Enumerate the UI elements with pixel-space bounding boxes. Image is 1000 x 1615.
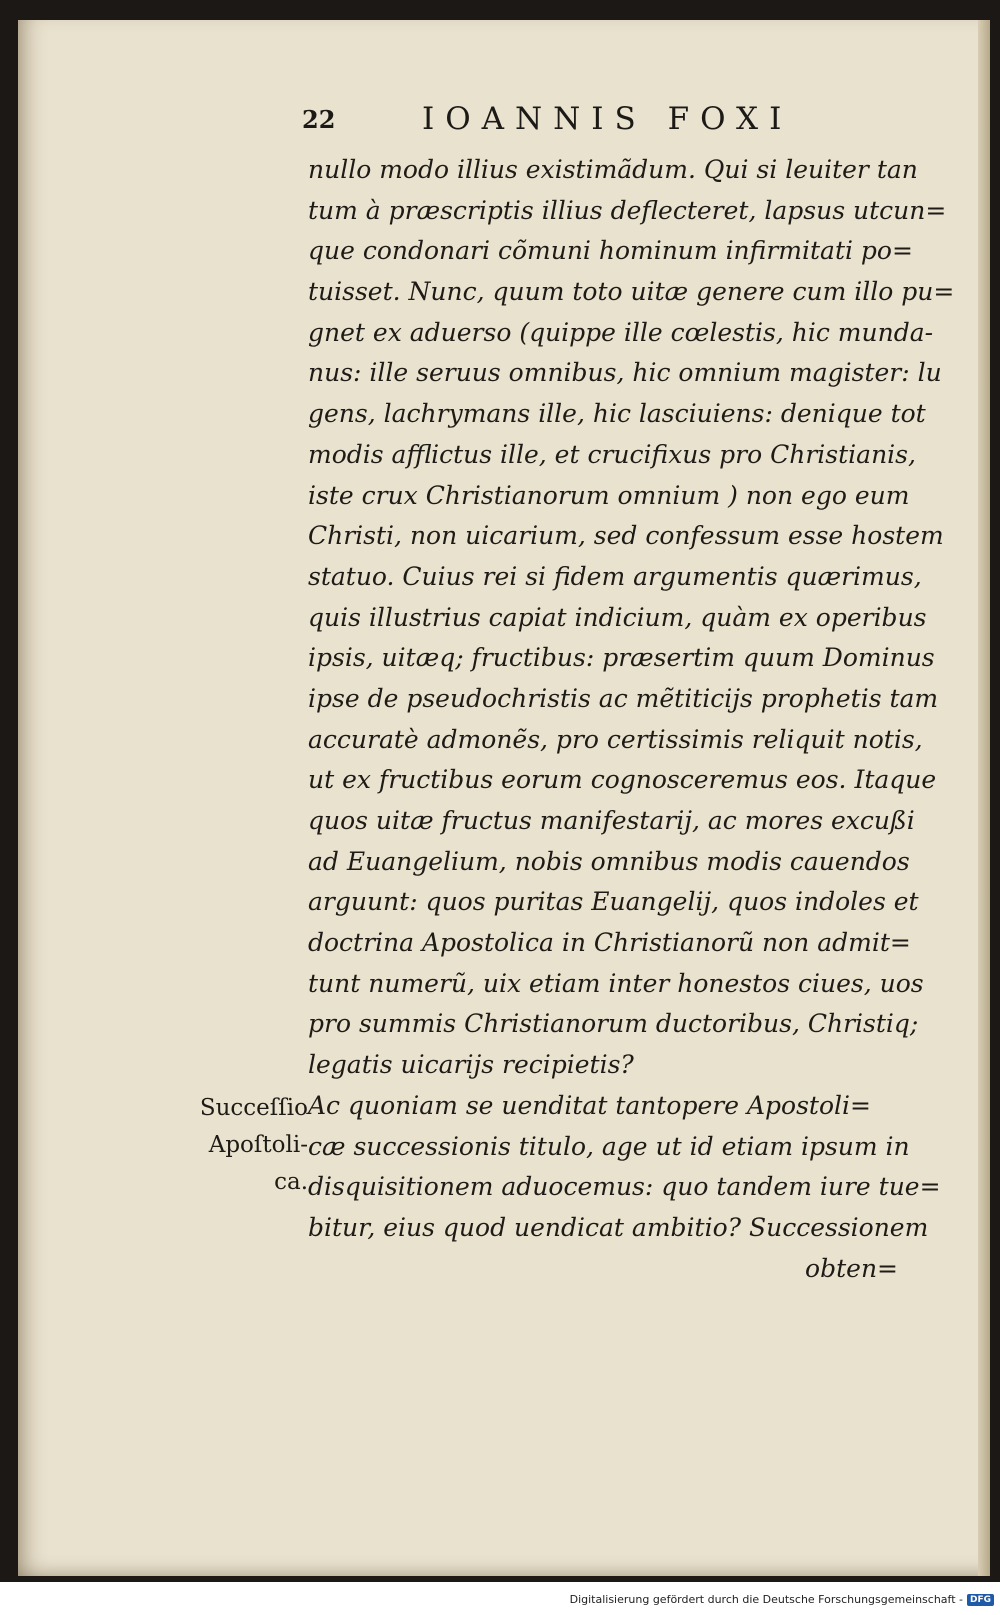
text-line: accuratè admonẽs, pro certissimis reliquit notis, [308,724,923,754]
text-line: pro summis Christianorum ductoribus, Christiq; [308,1009,919,1039]
marginal-line: Succeſſio [199,1095,308,1121]
text-line: Christi, non uicarium, sed confessum esse hostem [308,521,944,551]
text-line: que condonari cõmuni hominum infirmitati po= [308,236,913,266]
text-line: arguunt: quos puritas Euangelij, quos indoles et [308,887,919,917]
text-line: nullo modo illius existimãdum. Qui si leuiter tan [308,155,918,184]
text-line: doctrina Apostolica in Christianorũ non admit= [308,928,911,958]
digitization-credit [570,1593,994,1606]
text-line: bitur, eius quod uendicat ambitio? Successionem [308,1212,929,1242]
running-head [302,101,822,145]
text-line: ut ex fructibus eorum cognosceremus eos. Itaque [308,765,937,795]
page-edge [978,20,990,1576]
text-line: ad Euangelium, nobis omnibus modis cauendos [308,846,910,876]
marginal-note [178,1090,308,1201]
text-line: ipse de pseudochristis ac mẽtiticijs prophetis tam [308,683,939,713]
text-line: legatis uicarijs recipietis? [308,1050,634,1080]
text-line: ipsis, uitæq; fructibus: præsertim quum Dominus [308,643,935,673]
body-text [308,150,955,1289]
text-line: Ac quoniam se uenditat tantopere Apostoli= [308,1090,871,1120]
text-line: iste crux Christianorum omnium ) non ego eum [308,480,910,510]
dfg-logo-icon: DFG [967,1594,994,1606]
catchword: obten= [805,1253,898,1283]
text-line: gnet ex aduerso (quippe ille cœlestis, hic munda- [308,317,934,347]
text-line: statuo. Cuius rei si fidem argumentis quærimus, [308,561,922,591]
text-line: gens, lachrymans ille, hic lasciuiens: denique tot [308,399,926,429]
text-line: cæ successionis titulo, age ut id etiam ipsum in [308,1131,910,1161]
text-line: tum à præscriptis illius deflecteret, lapsus utcun= [308,195,947,225]
text-line: quis illustrius capiat indicium, quàm ex operibus [308,602,927,632]
credit-text: Digitalisierung gefördert durch die Deutsche Forschungsgemeinschaft - [569,1593,963,1606]
text-line: disquisitionem aduocemus: quo tandem iure tue= [308,1172,941,1202]
text-line: quos uitæ fructus manifestarij, ac mores excußi [308,806,915,835]
text-line: tunt numerũ, uix etiam inter honestos ciues, uos [308,968,924,998]
text-line: tuisset. Nunc, quum toto uitæ genere cum illo pu= [308,277,955,307]
marginal-line: Apoſtoli- [208,1132,308,1158]
running-title: IOANNIS FOXI [422,101,793,137]
page-number: 22 [302,105,336,134]
text-line: modis afflictus ille, et crucifixus pro Christianis, [308,439,916,469]
marginal-line: ca. [274,1169,308,1195]
text-line: nus: ille seruus omnibus, hic omnium magister: lu [308,358,942,388]
